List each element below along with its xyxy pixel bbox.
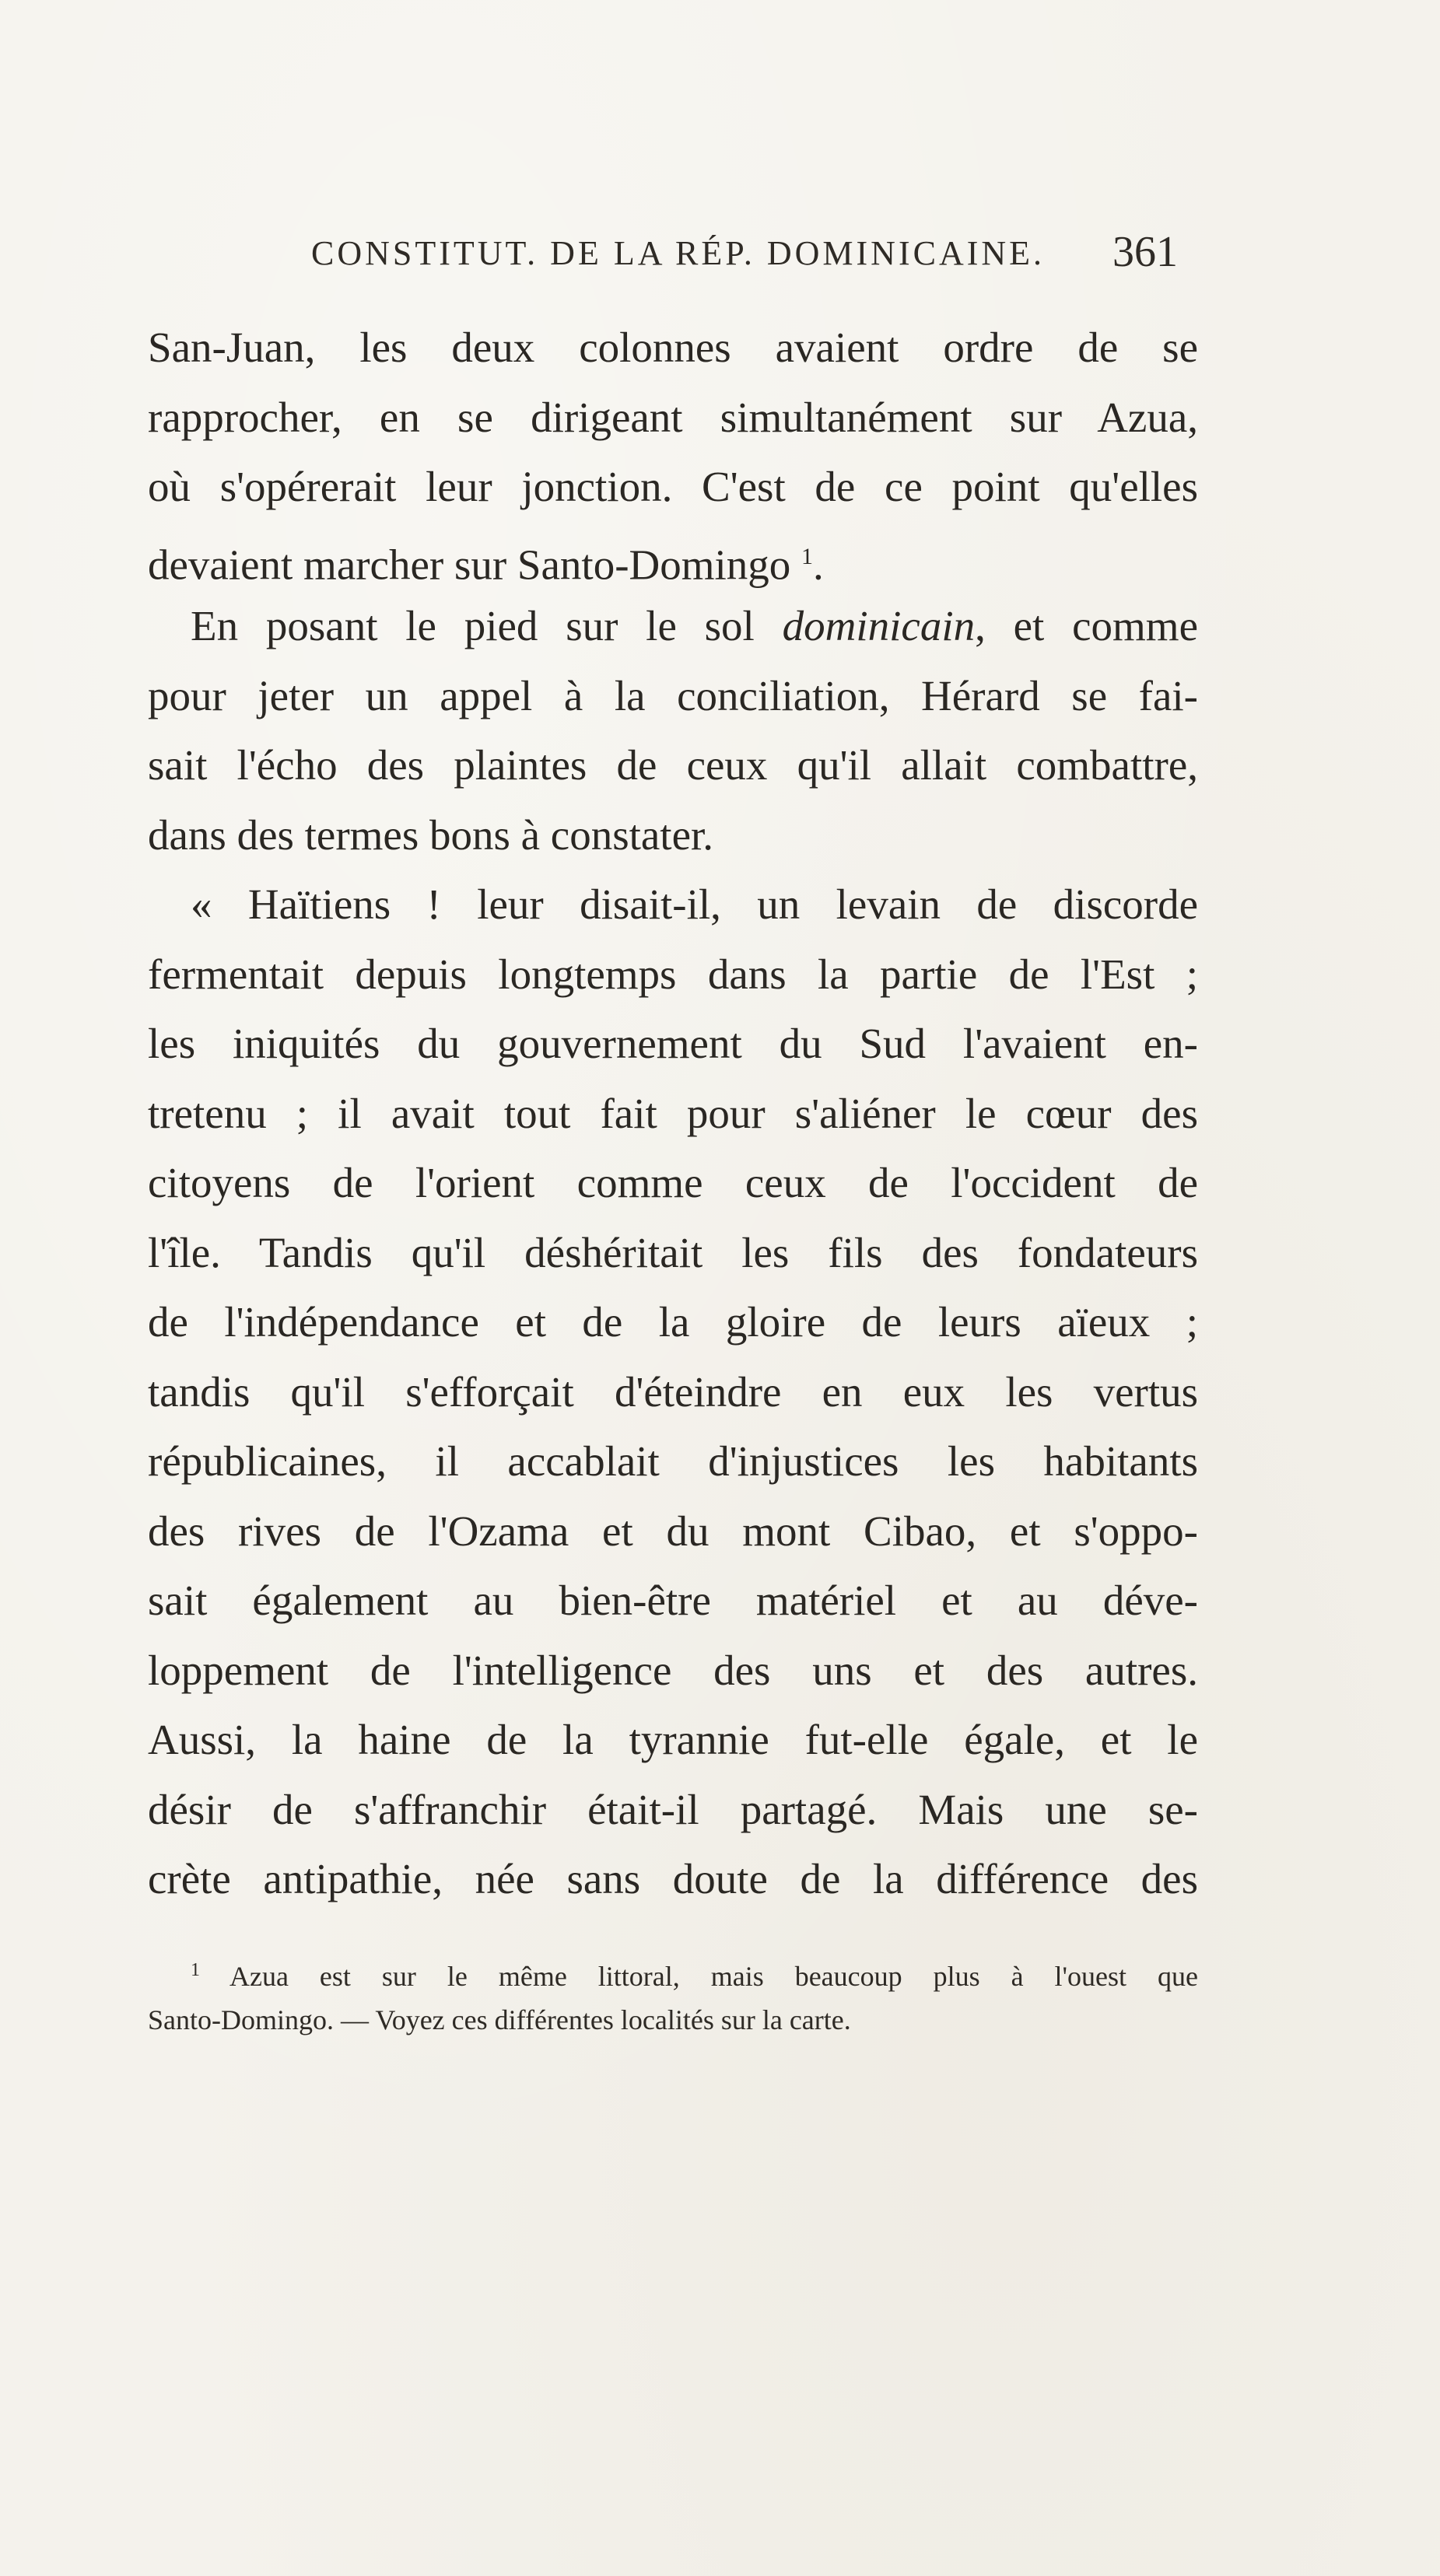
text-line: tretenu ; il avait tout fait pour s'aliéner le cœur des <box>148 1089 1198 1137</box>
running-title: CONSTITUT. DE LA RÉP. DOMINICAINE. <box>311 234 1046 272</box>
text-line: Aussi, la haine de la tyrannie fut-elle égale, et le <box>148 1716 1198 1763</box>
text-line: l'île. Tandis qu'il déshéritait les fils des fondateurs <box>148 1228 1198 1276</box>
text-line: « Haïtiens ! leur disait-il, un levain de discorde <box>191 880 1198 928</box>
footnote-line: Santo-Domingo. — Voyez ces différentes localités sur la carte. <box>148 2004 851 2035</box>
text-line: désir de s'affranchir était-il partagé. Mais une se- <box>148 1785 1198 1833</box>
text-line: de l'indépendance et de la gloire de leurs aïeux ; <box>148 1298 1198 1346</box>
text-line: fermentait depuis longtemps dans la partie de l'Est ; <box>148 950 1198 998</box>
text-line: crète antipathie, née sans doute de la différence des <box>148 1855 1198 1902</box>
text-line-content: En posant le pied sur le sol <box>191 602 783 649</box>
text-line: les iniquités du gouvernement du Sud l'avaient en- <box>148 1020 1198 1067</box>
footnote <box>148 1948 1198 2042</box>
text-line: sait également au bien-être matériel et au déve- <box>148 1577 1198 1624</box>
text-line: où s'opérerait leur jonction. C'est de ce point qu'elles <box>148 463 1198 510</box>
text-line: citoyens de l'orient comme ceux de l'occident de <box>148 1159 1198 1206</box>
text-line: sait l'écho des plaintes de ceux qu'il allait combattre, <box>148 741 1198 789</box>
text-line: dans des termes bons à constater. <box>148 810 714 859</box>
text-line: des rives de l'Ozama et du mont Cibao, et s'oppo- <box>148 1507 1198 1555</box>
text-line: rapprocher, en se dirigeant simultanément sur Azua, <box>148 393 1198 441</box>
body-text <box>148 313 1198 1914</box>
text-line: républicaines, il accablait d'injustices les habitants <box>148 1437 1198 1485</box>
text-line <box>148 591 1198 661</box>
text-line-end: , et comme <box>975 602 1198 649</box>
text-line-content: devaient marcher sur Santo-Domingo <box>148 540 791 588</box>
page-number: 361 <box>1112 228 1178 276</box>
text-line: pour jeter un appel à la conciliation, Hérard se fai- <box>148 671 1198 719</box>
footnote-marker: 1 <box>191 1960 200 1980</box>
text-line: loppement de l'intelligence des uns et des autres. <box>148 1646 1198 1694</box>
italic-word: dominicain <box>782 602 976 649</box>
text-line-end: . <box>813 540 824 588</box>
footnote-line <box>148 1948 1198 1998</box>
footnote-reference: 1 <box>801 543 814 569</box>
text-line <box>148 522 1198 592</box>
footnote-text: Azua est sur le même littoral, mais beaucoup plus à l'ouest que <box>229 1961 1198 1992</box>
text-line: San-Juan, les deux colonnes avaient ordre de se <box>148 324 1198 371</box>
text-line: tandis qu'il s'efforçait d'éteindre en eux les vertus <box>148 1367 1198 1416</box>
